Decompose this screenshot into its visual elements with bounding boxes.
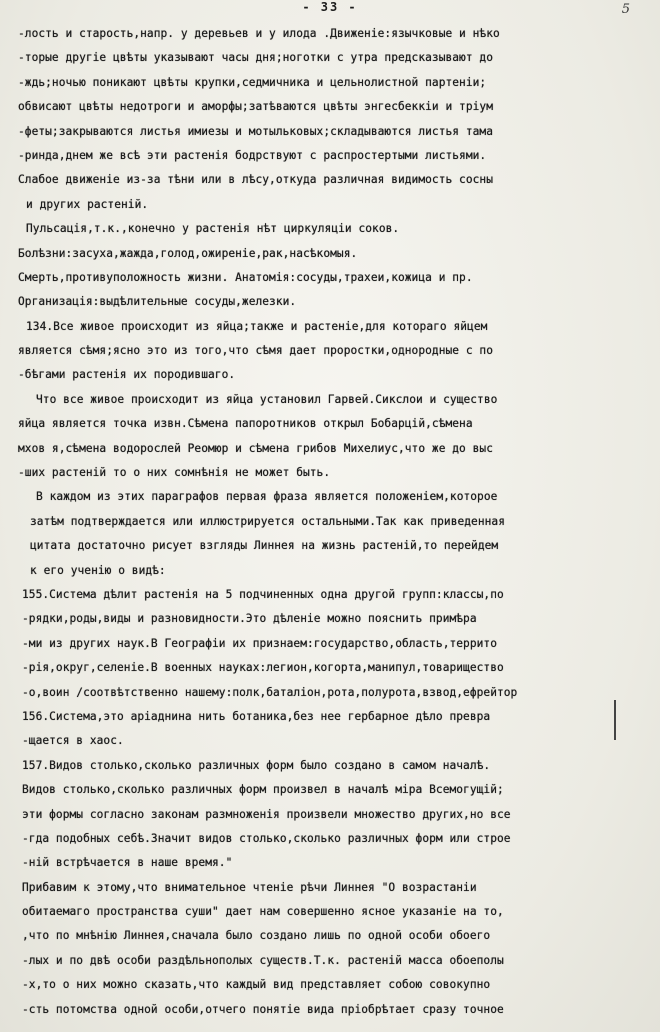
text-line: и других растенiй. xyxy=(26,197,149,211)
text-line: -ми из других наук.В Географiи их признаем:государство,область,террито xyxy=(22,636,497,650)
text-line: цитата достаточно рисует взгляды Линнея на жизнь растенiй,то перейдем xyxy=(30,539,499,553)
text-line: Пульсацiя,т.к.,конечно у растенiя нѣт циркуляцiи соков. xyxy=(26,222,400,236)
text-line: 156.Система,это арiаднина нить ботаника,без нее гербарное дѣло превра xyxy=(22,709,491,723)
text-line: -х,то о них можно сказать,что каждый вид представляет собою совокупно xyxy=(22,978,491,992)
text-line: является сѣмя;ясно это из того,что сѣмя дает проростки,однородные с по xyxy=(18,344,493,358)
text-line: 155.Система дѣлит растенiя на 5 подчиненных одна другой групп:классы,по xyxy=(22,587,504,601)
text-line: ,что по мнѣнiю Линнея,сначала было создано лишь по одной особи обоего xyxy=(22,929,491,943)
text-line: мхов я,сѣмена водорослей Реомюр и сѣмена грибов Михелиус,что же до выс xyxy=(18,441,493,455)
text-line: -щается в хаос. xyxy=(22,734,124,748)
corner-mark: 5 xyxy=(621,2,630,17)
text-line: Прибавим к этому,что внимательное чтенiе рѣчи Линнея "О возрастанiи xyxy=(22,880,477,894)
text-line: -рiя,округ,селенiе.В военных науках:легион,когорта,манипул,товарищество xyxy=(22,661,504,675)
text-line: Что все живое происходит из яйца установил Гарвей.Сикслои и существо xyxy=(36,392,498,406)
text-line: -ждь;ночью поникают цвѣты крупки,седмичника и цельнолистной партенiи; xyxy=(18,75,487,89)
text-line: яйца является точка извн.Сѣмена папоротников открыл Бобарцiй,сѣмена xyxy=(18,417,473,431)
text-line: -сть потомства одной особи,отчего понятiе вида прiобрѣтает сразу точное xyxy=(22,1002,504,1016)
text-line: Смерть,противуположность жизни. Анатомiя:сосуды,трахеи,кожица и пр. xyxy=(18,270,473,284)
text-line: -рядки,роды,виды и разновидности.Это дѣленiе можно пояснить примѣра xyxy=(22,612,477,626)
text-line: Видов столько,сколько различных форм произвел в началѣ мiра Всемогущiй; xyxy=(22,783,504,797)
text-line: обитаемаго пространства суши" дает нам совершенно ясное указанiе на то, xyxy=(22,905,504,919)
text-line: к его ученiю о видѣ: xyxy=(30,563,166,577)
text-line: -феты;закрываются листья имиезы и мотыльковых;складываются листья тама xyxy=(18,124,493,138)
text-line: -бѣгами растенiя их породившаго. xyxy=(18,368,236,382)
text-line: -лых и по двѣ особи раздѣльнополых существ.Т.к. растенiй масса обоеполы xyxy=(22,953,504,967)
text-line: -лость и старость,напр. у деревьев и у илода .Движенiе:язычковые и нѣко xyxy=(18,27,500,40)
text-line: 157.Видов столько,сколько различных форм было создано в самом началѣ. xyxy=(22,758,491,772)
text-line: -нiй встрѣчается в наше время." xyxy=(22,856,233,870)
text-line: Слабое движенiе из-за тѣни или в лѣсу,откуда различная видимость сосны xyxy=(18,173,493,187)
text-line: В каждом из этих параграфов первая фраза является положенiем,которое xyxy=(36,490,498,504)
text-line: -гда подобных себѣ.Значит видов столько,сколько различных форм или строе xyxy=(22,831,511,845)
text-line: Организацiя:выдѣлительные сосуды,железки. xyxy=(18,295,297,309)
text-line: затѣм подтверждается или иллюстрируется остальными.Так как приведенная xyxy=(30,514,505,528)
margin-mark xyxy=(614,700,616,740)
page-number: - 33 - xyxy=(302,0,358,14)
text-line: обвисают цвѣты недотроги и аморфы;затѣваются цвѣты энгесбеккiи и трiум xyxy=(18,100,493,114)
text-body xyxy=(0,22,660,1022)
text-line: 134.Все живое происходит из яйца;также и растенiе,для котораго яйцем xyxy=(26,319,488,333)
text-line: Болѣзни:засуха,жажда,голод,ожиренiе,рак,насѣкомыя. xyxy=(18,246,358,260)
text-line: -о,воин /соотвѣтственно нашему:полк,баталiон,рота,полурота,взвод,ефрейтор xyxy=(22,685,518,699)
text-line: -ринда,днем же всѣ эти растенiя бодрствуют с распростертыми листьями. xyxy=(18,148,487,162)
text-line: эти формы согласно законам размноженiя произвели множество других,но все xyxy=(22,807,511,821)
text-line: -ших растенiй то о них сомнѣнiя не может быть. xyxy=(18,466,331,480)
text-line: -торые другiе цвѣты указывают часы дня;ноготки с утра предсказывают до xyxy=(18,51,493,65)
